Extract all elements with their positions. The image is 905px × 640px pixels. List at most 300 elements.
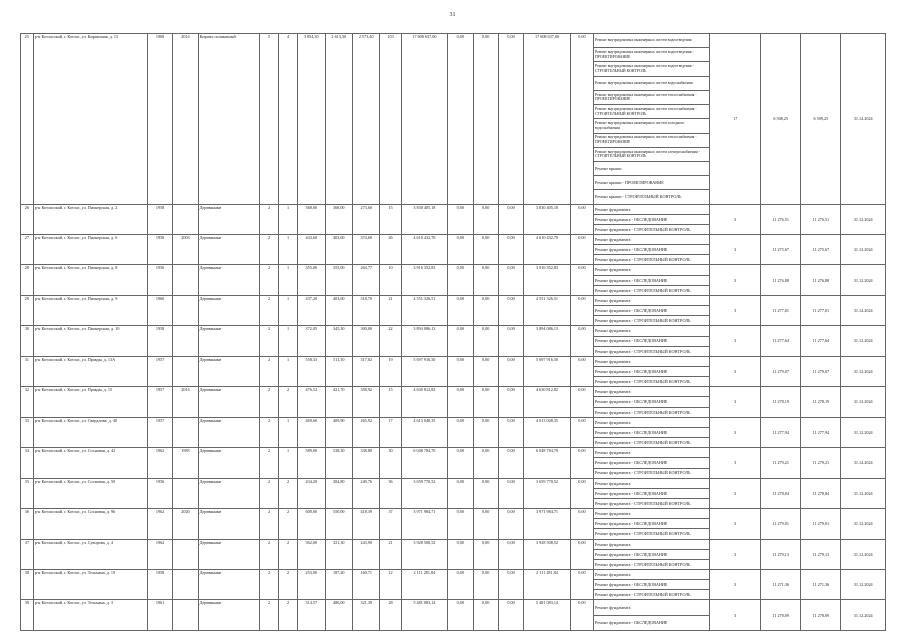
table-row <box>21 570 886 600</box>
fund-local: 0,00 <box>498 326 523 356</box>
total-cost: 5 481 083,14 <box>401 600 448 631</box>
entrances-count: 1 <box>279 356 298 386</box>
address: р-н Котласский, г. Котлас, ул. Пионерская, д. 9 <box>33 295 147 325</box>
fund-owners: 5 697 916,50 <box>524 356 571 386</box>
fund-other: 0,00 <box>570 326 593 356</box>
living-area: 2 613,30 <box>325 34 352 205</box>
fund-local: 0,00 <box>498 600 523 631</box>
fund-regional: 0,00 <box>473 34 498 205</box>
max-unit-cost: 11 278,09 <box>801 600 841 631</box>
wall-material: Деревянные <box>198 448 259 478</box>
fund-owners: 3 928 508,52 <box>524 539 571 569</box>
reconstruction-year: 2003 <box>173 235 198 265</box>
total-cost: 17 608 637,00 <box>401 34 448 205</box>
total-area: 355,00 <box>298 265 325 295</box>
living-area: 403,60 <box>325 295 352 325</box>
row-number: 33 <box>21 417 34 447</box>
completion-date: 31.12.2024 <box>841 539 886 569</box>
work-item: Ремонт фундамента <box>594 448 709 458</box>
completion-date: 31.12.2024 <box>841 326 886 356</box>
table-row <box>21 34 886 205</box>
floors-count: 2 <box>259 204 278 234</box>
work-item: Ремонт фундамента <box>594 296 709 306</box>
living-area: 355,00 <box>325 265 352 295</box>
unit-cost: 11 278,09 <box>761 600 801 631</box>
living-area: 187,20 <box>325 570 352 600</box>
work-item: Ремонт фундамента <box>594 540 709 550</box>
total-cost: 5 697 916,50 <box>401 356 448 386</box>
reconstruction-year <box>173 570 198 600</box>
total-cost: 3 659 770,52 <box>401 478 448 508</box>
table-row <box>21 387 886 417</box>
build-year: 1958 <box>147 235 172 265</box>
total-cost: 3 894 086,13 <box>401 326 448 356</box>
work-types <box>594 295 710 325</box>
total-area: 253,00 <box>298 570 325 600</box>
max-unit-cost: 6 509,25 <box>801 34 841 205</box>
build-year: 1958 <box>147 204 172 234</box>
entrances-count: 1 <box>279 448 298 478</box>
row-number: 32 <box>21 387 34 417</box>
fund-regional: 0,00 <box>473 539 498 569</box>
work-count: 3 <box>710 448 761 478</box>
entrances-count: 1 <box>279 265 298 295</box>
fund-other: 0,00 <box>570 235 593 265</box>
work-item: Ремонт фундамента - СТРОИТЕЛЬНЫЙ КОНТРОЛЬ <box>595 318 691 324</box>
work-count: 3 <box>710 387 761 417</box>
total-area: 434,20 <box>298 478 325 508</box>
fund-regional: 0,00 <box>473 509 498 539</box>
unit-cost: 11 279,13 <box>761 539 801 569</box>
max-unit-cost: 11 271,36 <box>801 570 841 600</box>
work-item: Ремонт фундамента - ОБСЛЕДОВАНИЕ <box>594 519 709 529</box>
floors-count: 2 <box>259 570 278 600</box>
total-cost: 4 610 432,70 <box>401 235 448 265</box>
total-area: 362,00 <box>298 539 325 569</box>
residential-area: 265,92 <box>353 417 380 447</box>
max-unit-cost: 11 276,88 <box>801 265 841 295</box>
fund-owners: 4 613 048,35 <box>524 417 571 447</box>
build-year: 1957 <box>147 417 172 447</box>
entrances-count: 2 <box>279 570 298 600</box>
row-number: 35 <box>21 478 34 508</box>
max-unit-cost: 11 277,01 <box>801 295 841 325</box>
fund-other: 0,00 <box>570 387 593 417</box>
build-year: 1956 <box>147 478 172 508</box>
work-item: Ремонт фундамента - СТРОИТЕЛЬНЫЙ КОНТРОЛЬ <box>595 257 691 263</box>
work-types <box>594 509 710 539</box>
fund-regional: 0,00 <box>473 356 498 386</box>
work-item: Ремонт крыши - ПРОЕКТИРОВАНИЕ <box>594 176 709 190</box>
fund-owners: 2 111 281,84 <box>524 570 571 600</box>
floors-count: 2 <box>259 387 278 417</box>
unit-cost: 11 277,64 <box>761 326 801 356</box>
fund-owners: 6 048 784,70 <box>524 448 571 478</box>
table-row <box>21 539 886 569</box>
work-item: Ремонт фундамента - ОБСЛЕДОВАНИЕ <box>594 337 709 347</box>
work-item: Ремонт фундамента - СТРОИТЕЛЬНЫЙ КОНТРОЛЬ <box>595 561 691 567</box>
completion-date: 31.12.2024 <box>841 295 886 325</box>
floors-count: 2 <box>259 448 278 478</box>
work-count: 3 <box>710 509 761 539</box>
fund-owners: 3 830 405,18 <box>524 204 571 234</box>
work-item: Ремонт внутридомовых инженерных систем водоотведения <box>594 34 709 48</box>
row-number: 36 <box>21 509 34 539</box>
reconstruction-year <box>173 326 198 356</box>
address: р-н Котласский, г. Котлас, ул. Сосновая, д. 50 <box>33 478 147 508</box>
residential-area: 160,71 <box>353 570 380 600</box>
work-item: Ремонт фундамента <box>594 509 709 519</box>
wall-material: Деревянные <box>198 417 259 447</box>
completion-date: 31.12.2024 <box>841 204 886 234</box>
row-number: 30 <box>21 326 34 356</box>
wall-material: Деревянные <box>198 387 259 417</box>
unit-cost: 11 271,36 <box>761 570 801 600</box>
row-number: 31 <box>21 356 34 386</box>
wall-material: Деревянные <box>198 235 259 265</box>
fund-other: 0,00 <box>570 478 593 508</box>
max-unit-cost: 11 279,21 <box>801 448 841 478</box>
floors-count: 2 <box>259 509 278 539</box>
work-item: Ремонт фундамента - ОБСЛЕДОВАНИЕ <box>594 397 709 407</box>
work-item: Ремонт фундамента - СТРОИТЕЛЬНЫЙ КОНТРОЛЬ <box>595 226 691 232</box>
build-year: 1961 <box>147 600 172 631</box>
table-row <box>21 478 886 508</box>
work-item: Ремонт фундамента <box>594 205 709 215</box>
fund-federal: 0,00 <box>448 265 473 295</box>
fund-local: 0,00 <box>498 448 523 478</box>
living-area: 421,70 <box>325 387 352 417</box>
residential-area: 374,60 <box>353 235 380 265</box>
entrances-count: 1 <box>279 204 298 234</box>
fund-other: 0,00 <box>570 204 593 234</box>
work-item: Ремонт фундамента <box>594 326 709 336</box>
living-area: 368,00 <box>325 204 352 234</box>
living-area: 550,00 <box>325 509 352 539</box>
work-types <box>594 448 710 478</box>
address: р-н Котласский, г. Котлас, ул. Пионерская, д. 6 <box>33 235 147 265</box>
fund-local: 0,00 <box>498 570 523 600</box>
total-cost: 3 830 405,18 <box>401 204 448 234</box>
reconstruction-year <box>173 478 198 508</box>
wall-material: Деревянные <box>198 539 259 569</box>
row-number: 29 <box>21 295 34 325</box>
total-cost: 4 630 812,82 <box>401 387 448 417</box>
entrances-count: 2 <box>279 600 298 631</box>
residents-count: 37 <box>380 509 401 539</box>
max-unit-cost: 11 278,84 <box>801 478 841 508</box>
wall-material: Деревянные <box>198 600 259 631</box>
fund-owners: 4 551 326,51 <box>524 295 571 325</box>
work-count: 3 <box>710 356 761 386</box>
residential-area: 317,02 <box>353 356 380 386</box>
wall-material: Деревянные <box>198 326 259 356</box>
work-types <box>594 387 710 417</box>
work-item: Ремонт фундамента - СТРОИТЕЛЬНЫЙ КОНТРОЛЬ <box>595 348 691 354</box>
fund-local: 0,00 <box>498 387 523 417</box>
wall-material: Деревянные <box>198 204 259 234</box>
living-area: 345,30 <box>325 326 352 356</box>
work-item: Ремонт фундамента <box>594 387 709 397</box>
unit-cost: 11 276,88 <box>761 265 801 295</box>
max-unit-cost: 11 275,67 <box>801 235 841 265</box>
work-count: 3 <box>710 265 761 295</box>
build-year: 1958 <box>147 570 172 600</box>
work-item: Ремонт фундамента - ОБСЛЕДОВАНИЕ <box>594 428 709 438</box>
address: р-н Котласский, г. Котлас, ул. Сосновая, д. 42 <box>33 448 147 478</box>
completion-date: 31.12.2024 <box>841 387 886 417</box>
work-item: Ремонт фундамента - СТРОИТЕЛЬНЫЙ КОНТРОЛЬ <box>595 287 691 293</box>
fund-local: 0,00 <box>498 204 523 234</box>
fund-federal: 0,00 <box>448 600 473 631</box>
residents-count: 28 <box>380 600 401 631</box>
completion-date: 31.12.2024 <box>841 356 886 386</box>
address: р-н Котласский, г. Котлас, ул. Пионерская, д. 10 <box>33 326 147 356</box>
total-area: 437,20 <box>298 295 325 325</box>
total-area: 558,33 <box>298 356 325 386</box>
completion-date: 31.12.2024 <box>841 417 886 447</box>
work-types <box>594 539 710 569</box>
total-area: 476,52 <box>298 387 325 417</box>
residents-count: 17 <box>380 417 401 447</box>
table-row <box>21 509 886 539</box>
fund-other: 0,00 <box>570 539 593 569</box>
unit-cost: 11 279,01 <box>761 509 801 539</box>
residents-count: 26 <box>380 235 401 265</box>
wall-material: Деревянные <box>198 265 259 295</box>
work-count: 3 <box>710 326 761 356</box>
build-year: 1962 <box>147 448 172 478</box>
residents-count: 19 <box>380 356 401 386</box>
work-item: Ремонт внутридомовых инженерных систем теплоснабжения - ПРОЕКТИРОВАНИЕ <box>594 91 709 105</box>
work-item: Ремонт фундамента - ОБСЛЕДОВАНИЕ <box>594 306 709 316</box>
reconstruction-year <box>173 295 198 325</box>
table-row <box>21 235 886 265</box>
reconstruction-year <box>173 265 198 295</box>
work-item: Ремонт крыши - СТРОИТЕЛЬНЫЙ КОНТРОЛЬ <box>595 194 682 200</box>
fund-local: 0,00 <box>498 265 523 295</box>
work-count: 3 <box>710 235 761 265</box>
work-count: 3 <box>710 417 761 447</box>
fund-regional: 0,00 <box>473 204 498 234</box>
completion-date: 31.12.2024 <box>841 265 886 295</box>
work-item: Ремонт фундамента - ОБСЛЕДОВАНИЕ <box>594 580 709 590</box>
residential-area: 300,00 <box>353 326 380 356</box>
floors-count: 2 <box>259 539 278 569</box>
total-area: 469,60 <box>298 417 325 447</box>
residents-count: 15 <box>380 204 401 234</box>
work-item: Ремонт фундамента - СТРОИТЕЛЬНЫЙ КОНТРОЛЬ <box>595 379 691 385</box>
fund-regional: 0,00 <box>473 570 498 600</box>
fund-regional: 0,00 <box>473 295 498 325</box>
total-area: 589,00 <box>298 448 325 478</box>
fund-owners: 3 971 984,71 <box>524 509 571 539</box>
entrances-count: 1 <box>279 326 298 356</box>
fund-regional: 0,00 <box>473 387 498 417</box>
fund-federal: 0,00 <box>448 34 473 205</box>
work-item: Ремонт внутридомовых инженерных систем водоотведения - СТРОИТЕЛЬНЫЙ КОНТРОЛЬ <box>594 62 709 76</box>
work-item: Ремонт фундамента <box>594 418 709 428</box>
wall-material: Кирпич силикатный <box>198 34 259 205</box>
fund-other: 0,00 <box>570 448 593 478</box>
reconstruction-year <box>173 600 198 631</box>
fund-federal: 0,00 <box>448 478 473 508</box>
wall-material: Деревянные <box>198 570 259 600</box>
work-item: Ремонт внутридомовых инженерных систем холодного водоснабжения <box>594 119 709 133</box>
table-row <box>21 326 886 356</box>
completion-date: 31.12.2024 <box>841 600 886 631</box>
fund-regional: 0,00 <box>473 417 498 447</box>
total-cost: 4 551 326,51 <box>401 295 448 325</box>
address: р-н Котласский, г. Котлас, ул. Тельмана, д. 19 <box>33 570 147 600</box>
fund-federal: 0,00 <box>448 295 473 325</box>
fund-local: 0,00 <box>498 235 523 265</box>
residents-count: 21 <box>380 295 401 325</box>
reconstruction-year: 2014 <box>173 34 198 205</box>
residential-area: 321,39 <box>353 600 380 631</box>
work-item: Ремонт фундамента - ОБСЛЕДОВАНИЕ <box>594 367 709 377</box>
fund-federal: 0,00 <box>448 387 473 417</box>
row-number: 27 <box>21 235 34 265</box>
work-count: 3 <box>710 600 761 631</box>
build-year: 1957 <box>147 356 172 386</box>
living-area: 538,30 <box>325 448 352 478</box>
max-unit-cost: 11 279,07 <box>801 356 841 386</box>
wall-material: Деревянные <box>198 509 259 539</box>
fund-regional: 0,00 <box>473 600 498 631</box>
fund-owners: 4 610 432,70 <box>524 235 571 265</box>
total-cost: 6 048 784,70 <box>401 448 448 478</box>
reconstruction-year <box>173 204 198 234</box>
row-number: 34 <box>21 448 34 478</box>
work-count: 3 <box>710 570 761 600</box>
fund-regional: 0,00 <box>473 265 498 295</box>
work-item: Ремонт фундамента - ОБСЛЕДОВАНИЕ <box>594 245 709 255</box>
fund-other: 0,00 <box>570 417 593 447</box>
table-row <box>21 417 886 447</box>
wall-material: Деревянные <box>198 356 259 386</box>
residents-count: 36 <box>380 478 401 508</box>
max-unit-cost: 11 276,51 <box>801 204 841 234</box>
living-area: 511,30 <box>325 356 352 386</box>
fund-regional: 0,00 <box>473 235 498 265</box>
row-number: 26 <box>21 204 34 234</box>
work-item: Ремонт внутридомовых инженерных систем теплоснабжения - СТРОИТЕЛЬНЫЙ КОНТРОЛЬ <box>594 105 709 119</box>
fund-federal: 0,00 <box>448 570 473 600</box>
table-row <box>21 204 886 234</box>
table-row <box>21 356 886 386</box>
entrances-count: 1 <box>279 417 298 447</box>
unit-cost: 6 508,25 <box>761 34 801 205</box>
work-item: Ремонт внутридомовых инженерных систем водоотведения - ПРОЕКТИРОВАНИЕ <box>594 48 709 62</box>
work-item: Ремонт фундамента - СТРОИТЕЛЬНЫЙ КОНТРОЛЬ <box>595 592 691 598</box>
residents-count: 30 <box>380 448 401 478</box>
total-area: 372,05 <box>298 326 325 356</box>
build-year: 1968 <box>147 34 172 205</box>
entrances-count: 2 <box>279 478 298 508</box>
reconstruction-year: 2014 <box>173 387 198 417</box>
work-item: Ремонт фундамента <box>594 570 709 580</box>
fund-regional: 0,00 <box>473 478 498 508</box>
reconstruction-year <box>173 356 198 386</box>
unit-cost: 11 277,01 <box>761 295 801 325</box>
entrances-count: 2 <box>279 509 298 539</box>
max-unit-cost: 11 277,64 <box>801 326 841 356</box>
floors-count: 2 <box>259 235 278 265</box>
living-area: 321,30 <box>325 539 352 569</box>
fund-federal: 0,00 <box>448 326 473 356</box>
row-number: 38 <box>21 570 34 600</box>
fund-regional: 0,00 <box>473 326 498 356</box>
completion-date: 31.12.2024 <box>841 478 886 508</box>
fund-federal: 0,00 <box>448 235 473 265</box>
fund-federal: 0,00 <box>448 539 473 569</box>
work-item: Ремонт фундамента <box>594 265 709 275</box>
floors-count: 2 <box>259 265 278 295</box>
fund-owners: 4 630 812,82 <box>524 387 571 417</box>
total-cost: 2 111 281,84 <box>401 570 448 600</box>
wall-material: Деревянные <box>198 295 259 325</box>
residential-area: 243,90 <box>353 539 380 569</box>
fund-local: 0,00 <box>498 34 523 205</box>
work-types <box>594 265 710 295</box>
unit-cost: 11 277,94 <box>761 417 801 447</box>
total-area: 368,00 <box>298 204 325 234</box>
max-unit-cost: 11 279,01 <box>801 509 841 539</box>
fund-federal: 0,00 <box>448 356 473 386</box>
entrances-count: 2 <box>279 539 298 569</box>
work-item: Ремонт внутридомовых инженерных систем электроснабжения - СТРОИТЕЛЬНЫЙ КОНТРОЛЬ <box>594 148 709 162</box>
address: р-н Котласский, г. Котлас, ул. Сосновая, д. 96 <box>33 509 147 539</box>
fund-owners: 3 894 086,13 <box>524 326 571 356</box>
max-unit-cost: 11 279,13 <box>801 539 841 569</box>
max-unit-cost: 11 278,19 <box>801 387 841 417</box>
work-types <box>594 417 710 447</box>
work-item: Ремонт фундамента <box>594 600 709 615</box>
wall-material: Деревянные <box>198 478 259 508</box>
address: р-н Котласский, г. Котлас, ул. Тельмана, д. 3 <box>33 600 147 631</box>
fund-federal: 0,00 <box>448 448 473 478</box>
residents-count: 103 <box>380 34 401 205</box>
unit-cost: 11 279,21 <box>761 448 801 478</box>
row-number: 37 <box>21 539 34 569</box>
fund-local: 0,00 <box>498 539 523 569</box>
fund-local: 0,00 <box>498 417 523 447</box>
build-year: 1957 <box>147 387 172 417</box>
work-item: Ремонт фундамента - ОБСЛЕДОВАНИЕ <box>594 458 709 468</box>
fund-other: 0,00 <box>570 265 593 295</box>
total-cost: 3 971 984,71 <box>401 509 448 539</box>
entrances-count: 4 <box>279 34 298 205</box>
max-unit-cost: 11 277,94 <box>801 417 841 447</box>
fund-owners: 3 659 770,52 <box>524 478 571 508</box>
fund-local: 0,00 <box>498 509 523 539</box>
floors-count: 2 <box>259 600 278 631</box>
work-types <box>594 204 710 234</box>
work-item: Ремонт фундамента - СТРОИТЕЛЬНЫЙ КОНТРОЛЬ <box>595 531 691 537</box>
total-area: 514,57 <box>298 600 325 631</box>
work-types <box>594 235 710 265</box>
fund-other: 0,00 <box>570 509 593 539</box>
address: р-н Котласский, г. Котлас, ул. Суворова, д. 4 <box>33 539 147 569</box>
work-count: 3 <box>710 478 761 508</box>
fund-federal: 0,00 <box>448 417 473 447</box>
residential-area: 418,39 <box>353 509 380 539</box>
fund-federal: 0,00 <box>448 204 473 234</box>
work-item: Ремонт фундамента - ОБСЛЕДОВАНИЕ <box>594 276 709 286</box>
page-number: 31 <box>449 12 456 18</box>
completion-date: 31.12.2024 <box>841 570 886 600</box>
